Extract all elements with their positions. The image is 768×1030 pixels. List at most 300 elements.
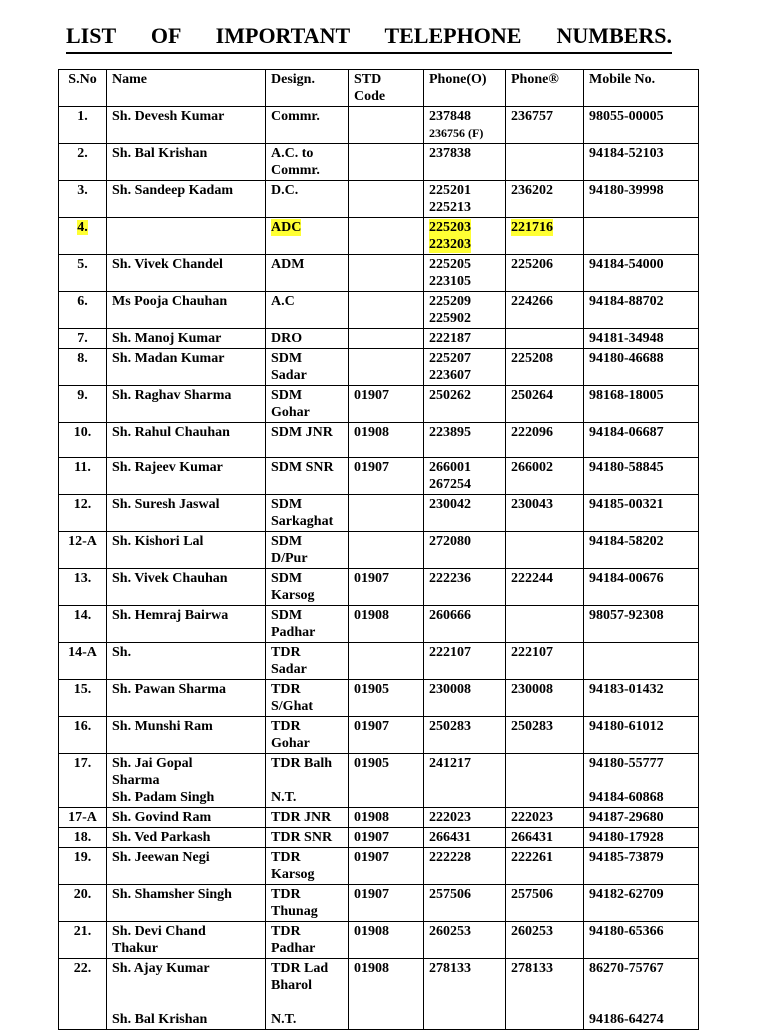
cell-mobile — [584, 386, 699, 423]
table-row — [59, 717, 699, 754]
cell-line: Commr. — [271, 163, 320, 178]
cell-text: 10. — [73, 425, 92, 440]
cell-line: 94184-52103 — [589, 146, 664, 161]
cell-std-code — [349, 292, 424, 329]
cell-line: 01905 — [354, 682, 389, 697]
cell-line: 94187-29680 — [589, 810, 664, 825]
cell-line: 223607 — [429, 368, 471, 383]
table-row — [59, 643, 699, 680]
cell-designation — [266, 569, 349, 606]
cell-name — [107, 808, 266, 828]
cell-line: 94184-00676 — [589, 571, 664, 586]
cell-line: Karsog — [271, 867, 315, 882]
cell-phone-office — [424, 423, 506, 458]
cell-mobile — [584, 606, 699, 643]
cell-line: Gohar — [271, 736, 310, 751]
cell-line: 223105 — [429, 274, 471, 289]
cell-name — [107, 643, 266, 680]
cell-designation — [266, 680, 349, 717]
cell-line: 225213 — [429, 200, 471, 215]
cell-line: 225208 — [511, 351, 553, 366]
cell-line: 257506 — [429, 887, 471, 902]
cell-line: 94186-64274 — [589, 1012, 664, 1027]
cell-designation — [266, 107, 349, 144]
cell-phone-office — [424, 848, 506, 885]
cell-line: SDM — [271, 534, 303, 549]
column-header-std-code: STD Code — [349, 70, 424, 107]
cell-phone-office — [424, 532, 506, 569]
cell-phone-office — [424, 922, 506, 959]
cell-text: 18. — [73, 830, 92, 845]
cell-mobile — [584, 848, 699, 885]
cell-phone-office — [424, 329, 506, 349]
cell-sno — [59, 828, 107, 848]
cell-line: 236757 — [511, 109, 553, 124]
table-header-row — [59, 70, 699, 107]
cell-phone-office — [424, 754, 506, 808]
cell-text: 19. — [73, 850, 92, 865]
table-row — [59, 349, 699, 386]
cell-text: 22. — [73, 961, 92, 976]
cell-name — [107, 255, 266, 292]
cell-line: 94184-88702 — [589, 294, 664, 309]
cell-designation — [266, 386, 349, 423]
cell-phone-residence — [506, 717, 584, 754]
cell-line: 94180-17928 — [589, 830, 664, 845]
cell-phone-residence — [506, 959, 584, 1030]
cell-line: 241217 — [429, 756, 471, 771]
cell-sno — [59, 292, 107, 329]
cell-phone-office — [424, 349, 506, 386]
cell-text: 2. — [77, 146, 88, 161]
cell-line: Sh. Manoj Kumar — [112, 331, 222, 346]
cell-phone-residence — [506, 107, 584, 144]
cell-line: Commr. — [271, 109, 320, 124]
cell-line: Sh. Devi Chand — [112, 924, 206, 939]
cell-name — [107, 386, 266, 423]
cell-line: Sh. Jeewan Negi — [112, 850, 210, 865]
cell-text: 4. — [77, 220, 88, 235]
cell-line: 94184-54000 — [589, 257, 664, 272]
table-row — [59, 848, 699, 885]
cell-phone-office — [424, 643, 506, 680]
cell-sno — [59, 922, 107, 959]
cell-line: A.C — [271, 294, 295, 309]
cell-line: 98168-18005 — [589, 388, 664, 403]
cell-line: TDR — [271, 719, 301, 734]
cell-name — [107, 680, 266, 717]
cell-phone-residence — [506, 606, 584, 643]
cell-sno — [59, 959, 107, 1030]
cell-sno — [59, 532, 107, 569]
cell-line: Sh. Vivek Chauhan — [112, 571, 228, 586]
cell-line: 222096 — [511, 425, 553, 440]
cell-sno — [59, 181, 107, 218]
cell-line — [271, 772, 343, 789]
cell-line: 266001 — [429, 460, 471, 475]
cell-phone-residence — [506, 423, 584, 458]
cell-designation — [266, 458, 349, 495]
cell-std-code — [349, 717, 424, 754]
cell-line: 94180-46688 — [589, 351, 664, 366]
cell-line: N.T. — [271, 1012, 297, 1027]
cell-sno — [59, 329, 107, 349]
table-row — [59, 885, 699, 922]
cell-line: 94185-73879 — [589, 850, 664, 865]
cell-line: Sadar — [271, 368, 307, 383]
cell-std-code — [349, 532, 424, 569]
cell-line: 250264 — [511, 388, 553, 403]
cell-line: SDM — [271, 571, 303, 586]
cell-line: Ms Pooja Chauhan — [112, 294, 228, 309]
table-row — [59, 144, 699, 181]
cell-mobile — [584, 808, 699, 828]
cell-line: 230042 — [429, 497, 471, 512]
table-body — [59, 107, 699, 1030]
cell-name — [107, 959, 266, 1030]
cell-line: 250283 — [511, 719, 553, 734]
cell-sno — [59, 423, 107, 458]
cell-text: 12-A — [68, 534, 97, 549]
cell-name — [107, 218, 266, 255]
cell-line: Bharol — [271, 978, 312, 993]
cell-text: 20. — [73, 887, 92, 902]
cell-designation — [266, 828, 349, 848]
cell-sno — [59, 606, 107, 643]
cell-designation — [266, 717, 349, 754]
cell-line: DRO — [271, 331, 303, 346]
cell-sno — [59, 754, 107, 808]
cell-line: 01907 — [354, 719, 389, 734]
cell-text: 16. — [73, 719, 92, 734]
cell-line: SDM — [271, 608, 303, 623]
cell-phone-residence — [506, 885, 584, 922]
cell-line: Sh. Padam Singh — [112, 790, 215, 805]
cell-mobile — [584, 292, 699, 329]
table-row — [59, 423, 699, 458]
cell-line: 01908 — [354, 425, 389, 440]
cell-line: 223203 — [429, 237, 471, 252]
cell-designation — [266, 885, 349, 922]
cell-mobile — [584, 754, 699, 808]
cell-phone-office — [424, 885, 506, 922]
cell-mobile — [584, 495, 699, 532]
cell-line: 225209 — [429, 294, 471, 309]
cell-line: 278133 — [511, 961, 553, 976]
cell-line: 222228 — [429, 850, 471, 865]
cell-designation — [266, 808, 349, 828]
cell-line: 225205 — [429, 257, 471, 272]
cell-line: D.C. — [271, 183, 299, 198]
table-row — [59, 255, 699, 292]
cell-name — [107, 606, 266, 643]
cell-phone-residence — [506, 848, 584, 885]
cell-line: Sh. — [112, 645, 132, 660]
cell-line: 01907 — [354, 830, 389, 845]
cell-name — [107, 828, 266, 848]
cell-sno — [59, 458, 107, 495]
table-row — [59, 828, 699, 848]
cell-std-code — [349, 423, 424, 458]
column-header-sno: S.No — [59, 70, 107, 107]
cell-mobile — [584, 255, 699, 292]
cell-designation — [266, 292, 349, 329]
cell-std-code — [349, 606, 424, 643]
cell-line: 237838 — [429, 146, 471, 161]
cell-text: 14. — [73, 608, 92, 623]
cell-std-code — [349, 808, 424, 828]
cell-phone-residence — [506, 643, 584, 680]
cell-mobile — [584, 218, 699, 255]
table-row — [59, 569, 699, 606]
cell-name — [107, 495, 266, 532]
cell-phone-residence — [506, 349, 584, 386]
cell-phone-residence — [506, 922, 584, 959]
cell-std-code — [349, 255, 424, 292]
cell-sno — [59, 495, 107, 532]
cell-mobile — [584, 423, 699, 458]
cell-phone-residence — [506, 532, 584, 569]
cell-text: 5. — [77, 257, 88, 272]
cell-line: TDR Balh — [271, 756, 333, 771]
cell-line: Sh. Raghav Sharma — [112, 388, 232, 403]
cell-text: 11. — [74, 460, 91, 475]
cell-designation — [266, 255, 349, 292]
column-header-mobile: Mobile No. — [584, 70, 699, 107]
cell-std-code — [349, 218, 424, 255]
cell-phone-residence — [506, 569, 584, 606]
cell-sno — [59, 717, 107, 754]
cell-line: 230008 — [511, 682, 553, 697]
cell-line: SDM SNR — [271, 460, 334, 475]
cell-line: 222107 — [429, 645, 471, 660]
cell-line: TDR — [271, 645, 301, 660]
telephone-table — [58, 69, 699, 1030]
cell-line: Padhar — [271, 625, 316, 640]
cell-line: 94180-55777 — [589, 756, 664, 771]
cell-std-code — [349, 329, 424, 349]
cell-line: TDR — [271, 924, 301, 939]
cell-line: 266002 — [511, 460, 553, 475]
cell-text: 13. — [73, 571, 92, 586]
table-row — [59, 218, 699, 255]
cell-line: Sh. Vivek Chandel — [112, 257, 223, 272]
cell-name — [107, 532, 266, 569]
table-row — [59, 606, 699, 643]
cell-name — [107, 423, 266, 458]
cell-std-code — [349, 754, 424, 808]
cell-phone-residence — [506, 386, 584, 423]
cell-line: 278133 — [429, 961, 471, 976]
cell-line: 236756 (F) — [429, 126, 484, 140]
cell-text: 17-A — [68, 810, 97, 825]
cell-std-code — [349, 680, 424, 717]
page-title: LIST OF IMPORTANT TELEPHONE NUMBERS. — [66, 20, 672, 54]
column-header-phone-residence: Phone® — [506, 70, 584, 107]
cell-line: 01907 — [354, 887, 389, 902]
table-row — [59, 754, 699, 808]
cell-line: 236202 — [511, 183, 553, 198]
cell-text: 8. — [77, 351, 88, 366]
cell-std-code — [349, 144, 424, 181]
cell-name — [107, 144, 266, 181]
cell-line: 272080 — [429, 534, 471, 549]
cell-line: 267254 — [429, 477, 471, 492]
cell-line: 01908 — [354, 961, 389, 976]
cell-mobile — [584, 569, 699, 606]
cell-phone-office — [424, 959, 506, 1030]
cell-phone-residence — [506, 255, 584, 292]
cell-text: 7. — [77, 331, 88, 346]
cell-name — [107, 717, 266, 754]
cell-line: 94184-06687 — [589, 425, 664, 440]
cell-line — [589, 772, 693, 789]
table-row — [59, 532, 699, 569]
cell-phone-residence — [506, 495, 584, 532]
cell-line: 225206 — [511, 257, 553, 272]
cell-line — [271, 994, 343, 1011]
cell-phone-residence — [506, 292, 584, 329]
cell-std-code — [349, 349, 424, 386]
cell-line: 94185-00321 — [589, 497, 664, 512]
cell-line: A.C. to — [271, 146, 314, 161]
cell-line: 222023 — [429, 810, 471, 825]
cell-name — [107, 848, 266, 885]
cell-name — [107, 885, 266, 922]
cell-line: Sh. Suresh Jaswal — [112, 497, 220, 512]
cell-sno — [59, 680, 107, 717]
cell-name — [107, 107, 266, 144]
cell-line: Sarkaghat — [271, 514, 334, 529]
cell-std-code — [349, 922, 424, 959]
cell-phone-office — [424, 569, 506, 606]
cell-line: Sh. Jai Gopal — [112, 756, 193, 771]
cell-name — [107, 292, 266, 329]
cell-phone-office — [424, 181, 506, 218]
cell-line: SDM JNR — [271, 425, 333, 440]
cell-line: 01905 — [354, 756, 389, 771]
cell-line: 94180-39998 — [589, 183, 664, 198]
cell-sno — [59, 386, 107, 423]
cell-line: 01907 — [354, 460, 389, 475]
cell-name — [107, 922, 266, 959]
cell-line: 260253 — [511, 924, 553, 939]
cell-line: Sharma — [112, 773, 160, 788]
cell-line: Sh. Shamsher Singh — [112, 887, 232, 902]
cell-line: 266431 — [511, 830, 553, 845]
cell-designation — [266, 218, 349, 255]
cell-line: 98055-00005 — [589, 109, 664, 124]
cell-std-code — [349, 107, 424, 144]
cell-line: Sh. Hemraj Bairwa — [112, 608, 229, 623]
cell-mobile — [584, 107, 699, 144]
cell-phone-residence — [506, 808, 584, 828]
cell-phone-office — [424, 144, 506, 181]
cell-designation — [266, 606, 349, 643]
cell-name — [107, 349, 266, 386]
cell-line — [112, 994, 260, 1011]
cell-line: Thunag — [271, 904, 318, 919]
cell-designation — [266, 754, 349, 808]
cell-line: Sh. Bal Krishan — [112, 1012, 208, 1027]
cell-line: 86270-75767 — [589, 961, 664, 976]
cell-phone-office — [424, 680, 506, 717]
cell-line: 222261 — [511, 850, 553, 865]
cell-std-code — [349, 959, 424, 1030]
cell-std-code — [349, 643, 424, 680]
cell-line — [589, 994, 693, 1011]
cell-line: 260253 — [429, 924, 471, 939]
cell-sno — [59, 808, 107, 828]
cell-line: 250283 — [429, 719, 471, 734]
cell-phone-residence — [506, 458, 584, 495]
cell-line: ADM — [271, 257, 305, 272]
cell-sno — [59, 349, 107, 386]
cell-phone-residence — [506, 329, 584, 349]
cell-line: 225203 — [429, 220, 471, 235]
cell-line: 260666 — [429, 608, 471, 623]
cell-line: 94184-60868 — [589, 790, 664, 805]
cell-name — [107, 569, 266, 606]
cell-phone-residence — [506, 144, 584, 181]
cell-phone-office — [424, 717, 506, 754]
table-row — [59, 680, 699, 717]
cell-phone-office — [424, 808, 506, 828]
cell-line: 266431 — [429, 830, 471, 845]
cell-line: TDR Lad — [271, 961, 329, 976]
cell-text: 17. — [73, 756, 92, 771]
cell-line: Sh. Bal Krishan — [112, 146, 208, 161]
cell-name — [107, 329, 266, 349]
cell-line: 01907 — [354, 388, 389, 403]
cell-line: 01908 — [354, 924, 389, 939]
cell-sno — [59, 643, 107, 680]
cell-line: ADC — [271, 220, 302, 235]
cell-line: 225207 — [429, 351, 471, 366]
cell-line: TDR — [271, 682, 301, 697]
cell-phone-office — [424, 218, 506, 255]
cell-sno — [59, 218, 107, 255]
cell-phone-office — [424, 458, 506, 495]
cell-std-code — [349, 885, 424, 922]
cell-line: 224266 — [511, 294, 553, 309]
table-row — [59, 959, 699, 1030]
cell-line: SDM — [271, 388, 303, 403]
cell-mobile — [584, 144, 699, 181]
cell-line: 94182-62709 — [589, 887, 664, 902]
cell-sno — [59, 848, 107, 885]
cell-line: 223895 — [429, 425, 471, 440]
cell-std-code — [349, 386, 424, 423]
cell-designation — [266, 349, 349, 386]
table-row — [59, 922, 699, 959]
cell-line: 01908 — [354, 810, 389, 825]
cell-line: 230043 — [511, 497, 553, 512]
table-row — [59, 329, 699, 349]
cell-line: 94180-61012 — [589, 719, 664, 734]
cell-text: 12. — [73, 497, 92, 512]
cell-line: Sh. Madan Kumar — [112, 351, 225, 366]
cell-line: Sh. Kishori Lal — [112, 534, 204, 549]
cell-line: TDR — [271, 887, 301, 902]
cell-std-code — [349, 569, 424, 606]
cell-line: TDR SNR — [271, 830, 333, 845]
cell-designation — [266, 848, 349, 885]
cell-line: Sh. Devesh Kumar — [112, 109, 225, 124]
table-row — [59, 458, 699, 495]
cell-text: 15. — [73, 682, 92, 697]
cell-line: TDR — [271, 850, 301, 865]
